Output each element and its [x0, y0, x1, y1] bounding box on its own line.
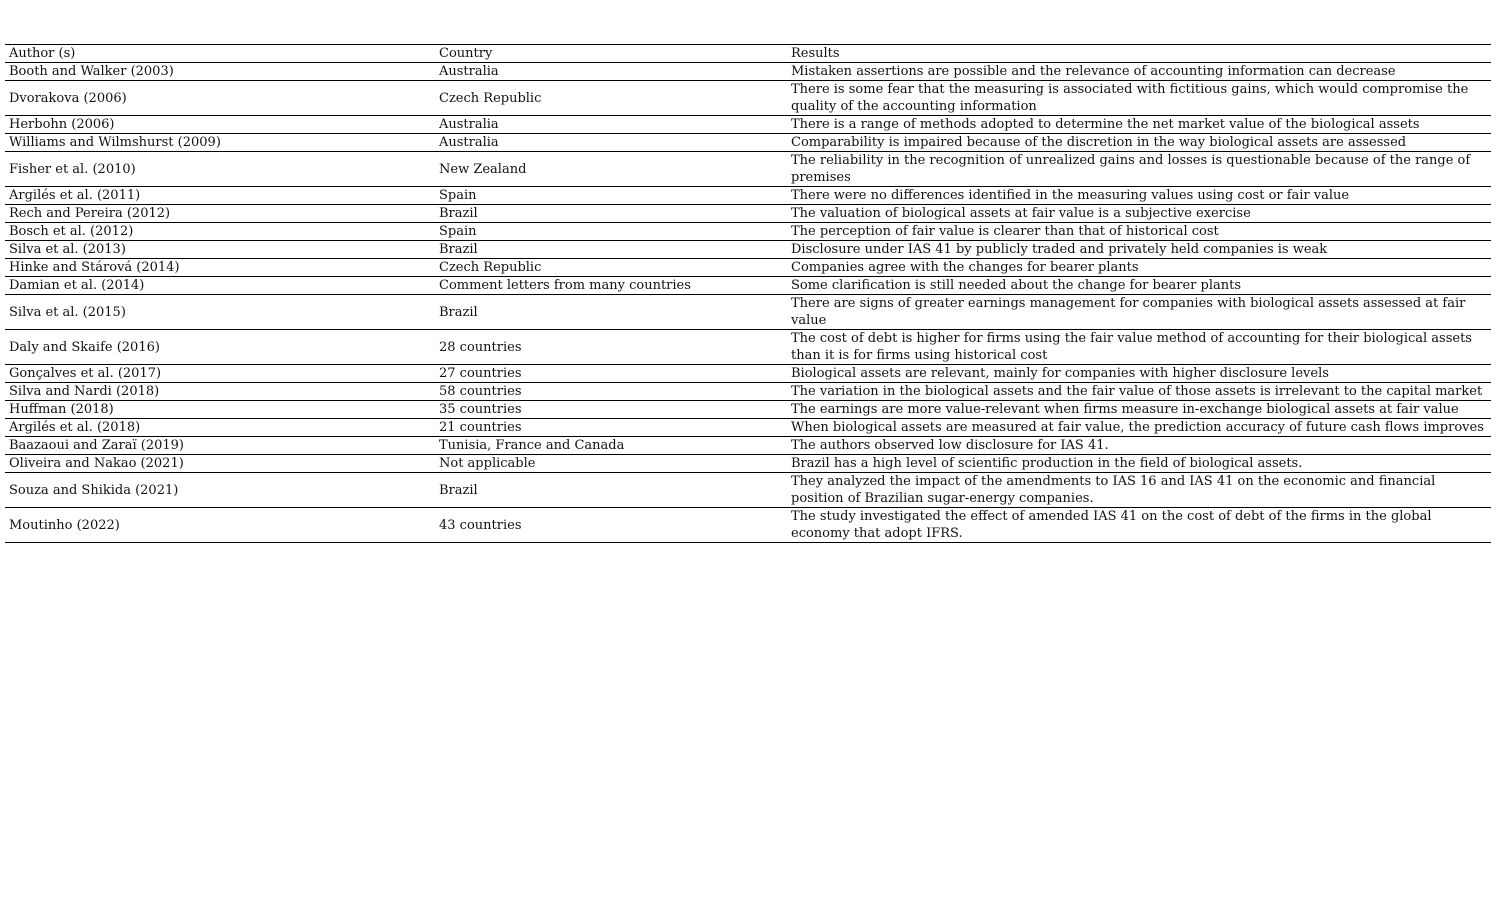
table-row — [5, 508, 1491, 543]
header-country: Country — [439, 46, 493, 61]
table-row — [5, 330, 1491, 365]
cell-country: Spain — [439, 224, 477, 239]
cell-results: Some clarification is still needed about the change for bearer plants — [791, 278, 1242, 293]
cell-country: Australia — [439, 64, 499, 79]
table-row — [5, 295, 1491, 330]
cell-author: Silva and Nardi (2018) — [9, 384, 160, 399]
header-results: Results — [791, 46, 840, 61]
cell-author: Fisher et al. (2010) — [9, 161, 136, 177]
table-row — [5, 419, 1491, 437]
cell-author: Souza and Shikida (2021) — [9, 482, 179, 498]
cell-results: There are signs of greater earnings management for companies with biological assets assessed at fair value — [791, 296, 1466, 328]
cell-country: New Zealand — [439, 161, 527, 177]
cell-country: Comment letters from many countries — [439, 278, 691, 293]
cell-country: Tunisia, France and Canada — [439, 438, 625, 453]
table-row — [5, 401, 1491, 419]
cell-author: Bosch et al. (2012) — [9, 224, 134, 239]
table-row — [5, 365, 1491, 383]
cell-results: There were no differences identified in the measuring values using cost or fair value — [791, 188, 1350, 203]
cell-country: 58 countries — [439, 384, 522, 399]
cell-country: Not applicable — [439, 456, 536, 471]
table-row — [5, 277, 1491, 295]
cell-country: Brazil — [439, 304, 478, 320]
cell-author: Oliveira and Nakao (2021) — [9, 456, 184, 471]
cell-country: Spain — [439, 188, 477, 203]
cell-author: Herbohn (2006) — [9, 117, 115, 132]
cell-results: The variation in the biological assets and the fair value of those assets is irrelevant to the capital market — [791, 384, 1483, 399]
cell-results: The cost of debt is higher for firms using the fair value method of accounting for their biological assets than it is for firms using historical cost — [791, 331, 1472, 363]
cell-results: Brazil has a high level of scientific production in the field of biological assets. — [791, 456, 1303, 471]
cell-author: Silva et al. (2015) — [9, 304, 126, 320]
cell-results: There is a range of methods adopted to determine the net market value of the biological assets — [791, 117, 1420, 132]
cell-author: Rech and Pereira (2012) — [9, 206, 171, 221]
cell-results: They analyzed the impact of the amendments to IAS 16 and IAS 41 on the economic and financial position of Brazilian sugar-energy companies. — [791, 474, 1436, 506]
cell-country: 21 countries — [439, 420, 522, 435]
table-row — [5, 473, 1491, 508]
cell-author: Baazaoui and Zaraï (2019) — [9, 438, 184, 453]
cell-country: Brazil — [439, 482, 478, 498]
literature-table-container — [5, 44, 1491, 543]
cell-results: Companies agree with the changes for bearer plants — [791, 260, 1139, 275]
cell-author: Gonçalves et al. (2017) — [9, 366, 162, 381]
table-row — [5, 63, 1491, 81]
cell-author: Booth and Walker (2003) — [9, 64, 174, 79]
cell-results: The study investigated the effect of amended IAS 41 on the cost of debt of the firms in the global economy that adopt IFRS. — [791, 509, 1432, 541]
table-row — [5, 223, 1491, 241]
table-row — [5, 187, 1491, 205]
table-header — [5, 45, 1491, 63]
cell-results: Disclosure under IAS 41 by publicly traded and privately held companies is weak — [791, 242, 1328, 257]
table-row — [5, 205, 1491, 223]
cell-results: The earnings are more value-relevant when firms measure in-exchange biological assets at fair value — [791, 402, 1459, 417]
cell-results: The reliability in the recognition of unrealized gains and losses is questionable because of the range of premises — [791, 153, 1471, 185]
table-row — [5, 259, 1491, 277]
cell-country: Brazil — [439, 242, 478, 257]
cell-author: Daly and Skaife (2016) — [9, 339, 160, 355]
cell-results: There is some fear that the measuring is associated with fictitious gains, which would compromise the quality of the accounting information — [791, 82, 1469, 114]
cell-author: Hinke and Stárová (2014) — [9, 260, 180, 275]
cell-country: Australia — [439, 117, 499, 132]
cell-results: The authors observed low disclosure for IAS 41. — [791, 438, 1109, 453]
cell-country: 27 countries — [439, 366, 522, 381]
literature-table — [5, 44, 1491, 543]
header-row — [5, 45, 1491, 63]
table-row — [5, 116, 1491, 134]
table-row — [5, 134, 1491, 152]
table-row — [5, 241, 1491, 259]
table-row — [5, 81, 1491, 116]
cell-results: The perception of fair value is clearer than that of historical cost — [791, 224, 1219, 239]
cell-country: Australia — [439, 135, 499, 150]
cell-country: Czech Republic — [439, 260, 542, 275]
table-row — [5, 383, 1491, 401]
cell-author: Silva et al. (2013) — [9, 242, 126, 257]
cell-country: Czech Republic — [439, 90, 542, 106]
cell-author: Williams and Wilmshurst (2009) — [9, 135, 221, 150]
cell-results: Mistaken assertions are possible and the relevance of accounting information can decrease — [791, 64, 1396, 79]
cell-author: Argilés et al. (2011) — [9, 188, 141, 203]
cell-country: Brazil — [439, 206, 478, 221]
table-row — [5, 152, 1491, 187]
cell-country: 28 countries — [439, 339, 522, 355]
cell-country: 43 countries — [439, 517, 522, 533]
table-row — [5, 455, 1491, 473]
cell-author: Damian et al. (2014) — [9, 278, 145, 293]
cell-author: Huffman (2018) — [9, 402, 114, 417]
cell-results: Biological assets are relevant, mainly for companies with higher disclosure levels — [791, 366, 1329, 381]
cell-results: Comparability is impaired because of the discretion in the way biological assets are assessed — [791, 135, 1407, 150]
cell-author: Dvorakova (2006) — [9, 90, 127, 106]
cell-results: The valuation of biological assets at fair value is a subjective exercise — [791, 206, 1251, 221]
header-author: Author (s) — [9, 46, 76, 61]
table-body — [5, 63, 1491, 543]
cell-author: Argilés et al. (2018) — [9, 420, 141, 435]
cell-results: When biological assets are measured at fair value, the prediction accuracy of future cash flows improves — [791, 420, 1484, 435]
cell-author: Moutinho (2022) — [9, 517, 120, 533]
cell-country: 35 countries — [439, 402, 522, 417]
table-row — [5, 437, 1491, 455]
